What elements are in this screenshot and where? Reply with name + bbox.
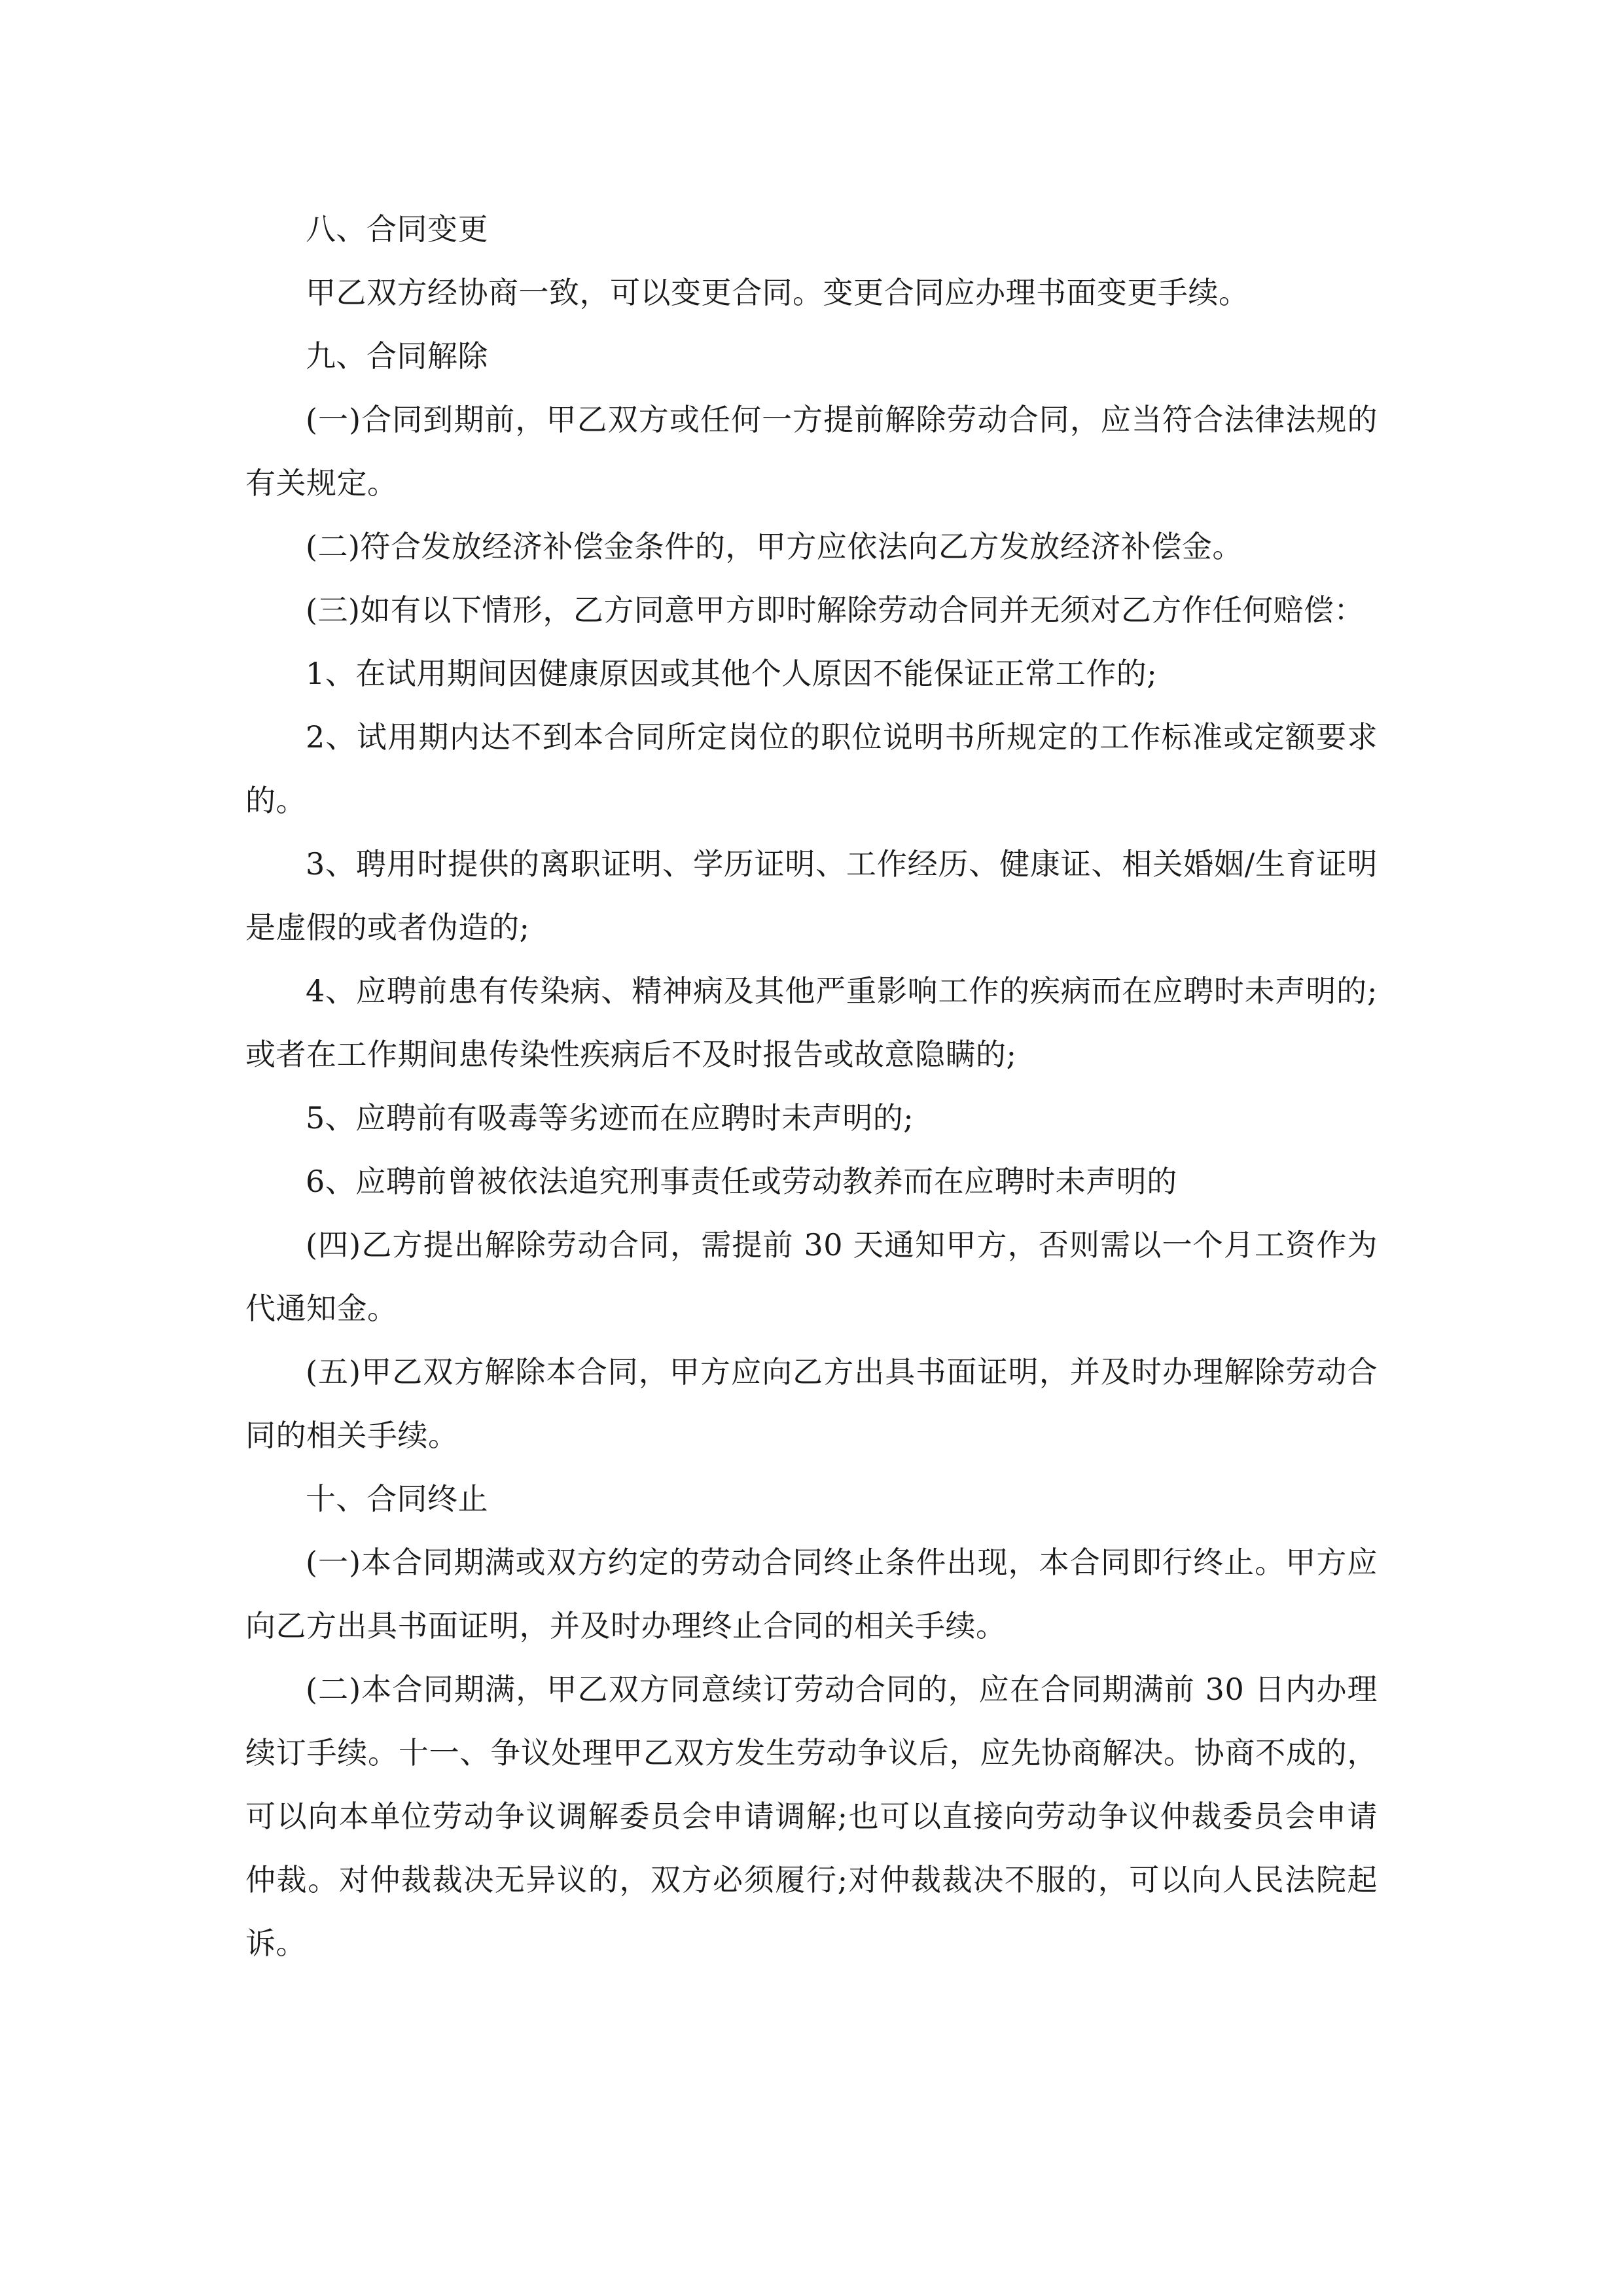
list-item: 1、在试用期间因健康原因或其他个人原因不能保证正常工作的; <box>306 656 1158 691</box>
list-item: 4、应聘前患有传染病、精神病及其他严重影响工作的疾病而在应聘时未声明的;或者在工作期间患传染性疾病后不及时报告或故意隐瞒的; <box>245 973 1378 1072</box>
list-item: 2、试用期内达不到本合同所定岗位的职位说明书所规定的工作标准或定额要求的。 <box>245 719 1378 818</box>
paragraph: (四)乙方提出解除劳动合同，需提前 30 天通知甲方，否则需以一个月工资作为代通知金。 <box>245 1227 1378 1326</box>
section-heading-contract-change: 八、合同变更 <box>306 211 488 247</box>
list-item: 3、聘用时提供的离职证明、学历证明、工作经历、健康证、相关婚姻/生育证明是虚假的或者伪造的; <box>245 846 1378 945</box>
paragraph: (三)如有以下情形，乙方同意甲方即时解除劳动合同并无须对乙方作任何赔偿： <box>306 592 1364 628</box>
paragraph: 甲乙双方经协商一致，可以变更合同。变更合同应办理书面变更手续。 <box>306 275 1249 310</box>
list-item: 6、应聘前曾被依法追究刑事责任或劳动教养而在应聘时未声明的 <box>306 1164 1177 1199</box>
paragraph: (二)符合发放经济补偿金条件的，甲方应依法向乙方发放经济补偿金。 <box>306 529 1243 564</box>
paragraph: (一)本合同期满或双方约定的劳动合同终止条件出现，本合同即行终止。甲方应向乙方出具书面证明，并及时办理终止合同的相关手续。 <box>245 1545 1378 1643</box>
paragraph: (五)甲乙双方解除本合同，甲方应向乙方出具书面证明，并及时办理解除劳动合同的相关手续。 <box>245 1354 1378 1453</box>
section-heading-contract-termination: 九、合同解除 <box>306 338 488 374</box>
paragraph: (二)本合同期满，甲乙双方同意续订劳动合同的，应在合同期满前 30 日内办理续订手续。十一、争议处理甲乙双方发生劳动争议后，应先协商解决。协商不成的，可以向本单位劳动争议调解委员会申请调解;也可以直接向劳动争议仲裁委员会申请仲裁。对仲裁裁决无异议的，双方必须履行;对仲裁裁决不服的，可以向人民法院起诉。 <box>245 1672 1378 1961</box>
document-body <box>245 198 1378 1975</box>
list-item: 5、应聘前有吸毒等劣迹而在应聘时未声明的; <box>306 1100 914 1136</box>
section-heading-contract-expiry: 十、合同终止 <box>306 1481 488 1516</box>
paragraph: (一)合同到期前，甲乙双方或任何一方提前解除劳动合同，应当符合法律法规的有关规定。 <box>245 402 1378 501</box>
